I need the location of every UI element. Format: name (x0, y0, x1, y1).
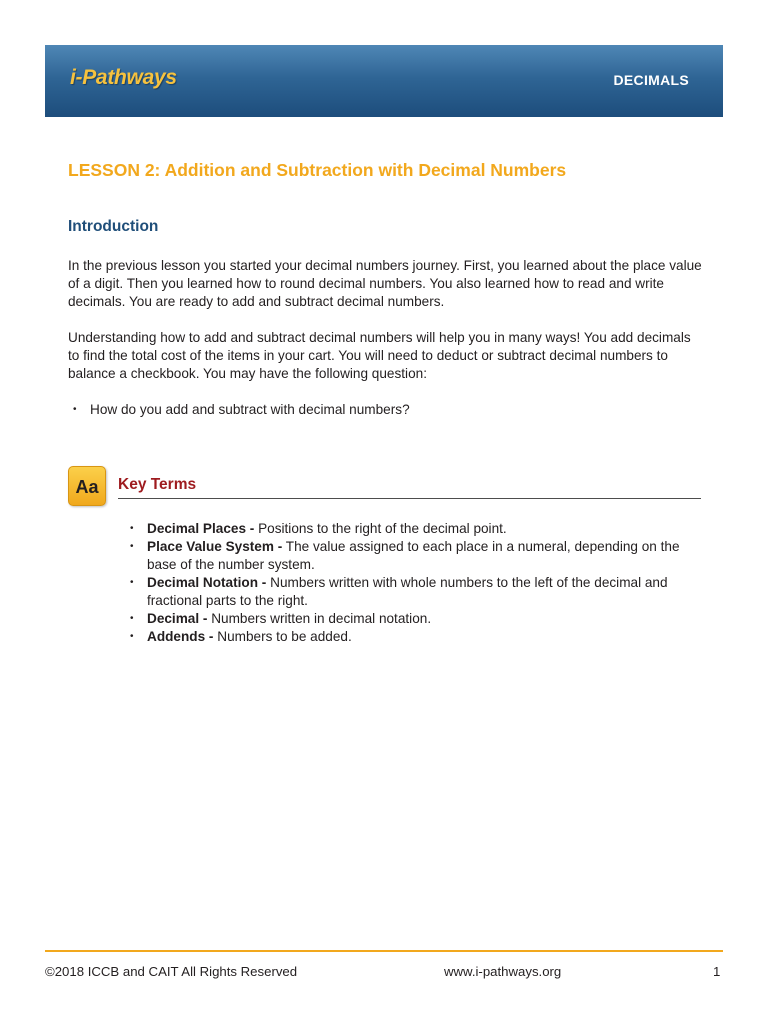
key-term-name: Place Value System - (147, 539, 283, 554)
key-term-definition: Numbers to be added. (213, 629, 352, 644)
page-number: 1 (713, 964, 721, 979)
subject-label: DECIMALS (613, 72, 689, 88)
question-item (68, 401, 704, 419)
key-term-name: Decimal Places - (147, 521, 255, 536)
key-term-definition: Numbers written in decimal notation. (207, 611, 432, 626)
intro-paragraph: Understanding how to add and subtract decimal numbers will help you in many ways! You add decimals to find the total cost of the items in your cart. You will need to deduct or subtract decimal numbers to balance a checkbook. You may have the following question: (68, 330, 691, 381)
bullet-dot-icon: • (130, 613, 134, 624)
key-term-name: Decimal - (147, 611, 208, 626)
key-terms-list (126, 520, 706, 646)
key-term-item (126, 538, 706, 574)
aa-icon-label: Aa (75, 477, 99, 497)
i-pathways-logo: i-Pathways (70, 66, 177, 89)
key-term-item (126, 628, 706, 646)
introduction-heading: Introduction (68, 218, 159, 235)
website-link[interactable]: www.i-pathways.org (444, 964, 562, 979)
question-list (68, 401, 704, 419)
key-terms-divider (118, 498, 701, 499)
key-term-name: Decimal Notation - (147, 575, 267, 590)
bullet-dot-icon: • (130, 541, 134, 552)
aa-glossary-icon (68, 466, 106, 506)
key-term-definition: Numbers written with whole numbers to the left of the decimal and fractional parts to the right. (147, 575, 668, 608)
intro-paragraph: In the previous lesson you started your decimal numbers journey. First, you learned about the place value of a digit. Then you learned how to round decimal numbers. You also learned how to read and write decimals. You are ready to add and subtract decimal numbers. (68, 258, 702, 309)
key-term-definition: Positions to the right of the decimal point. (254, 521, 507, 536)
question-text: How do you add and subtract with decimal numbers? (90, 402, 410, 417)
lesson-title: LESSON 2: Addition and Subtraction with Decimal Numbers (68, 160, 567, 180)
bullet-dot-icon: • (73, 404, 77, 415)
footer-divider (45, 950, 723, 952)
key-term-item (126, 574, 706, 610)
key-term-item (126, 520, 706, 538)
header-banner (45, 45, 723, 117)
bullet-dot-icon: • (130, 523, 134, 534)
key-term-definition: The value assigned to each place in a numeral, depending on the base of the number system. (147, 539, 680, 572)
copyright-text: ©2018 ICCB and CAIT All Rights Reserved (45, 964, 298, 979)
bullet-dot-icon: • (130, 577, 134, 588)
key-term-item (126, 610, 706, 628)
key-terms-heading: Key Terms (118, 476, 197, 493)
key-term-name: Addends - (147, 629, 214, 644)
bullet-dot-icon: • (130, 631, 134, 642)
